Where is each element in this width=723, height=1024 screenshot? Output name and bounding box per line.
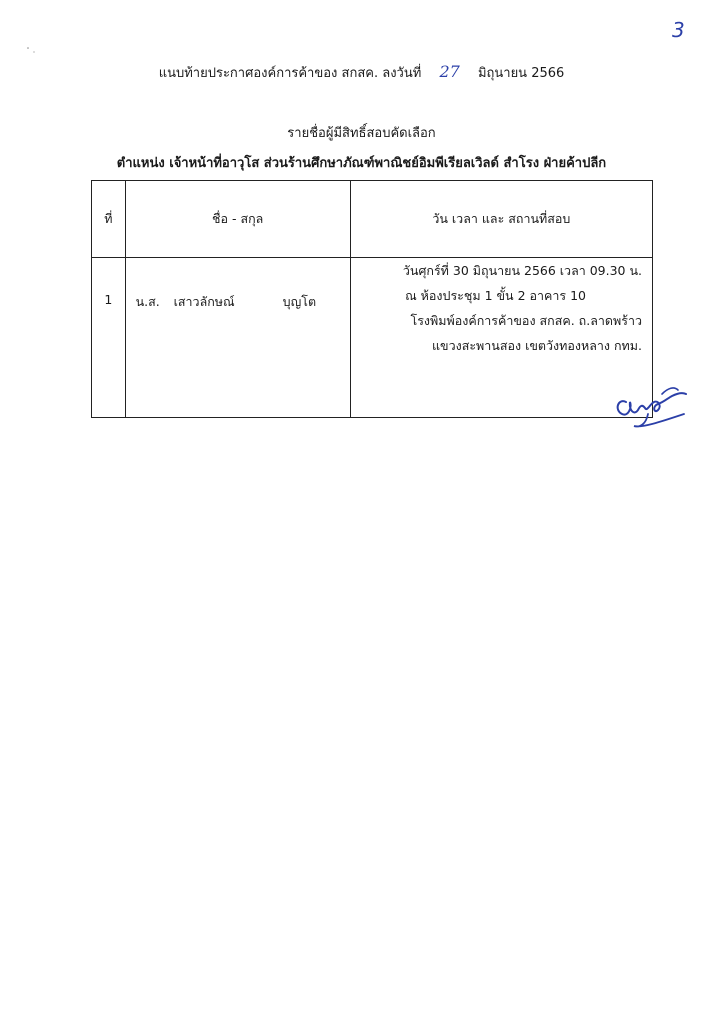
header-month-year: มิถุนายน 2566 bbox=[477, 66, 565, 81]
header-handwritten-day: 27 bbox=[439, 62, 460, 81]
row-detail-line: แขวงสะพานสอง เขตวังทองหลาง กทม. bbox=[431, 338, 642, 353]
handwritten-signature bbox=[612, 384, 692, 434]
scan-speck-marks bbox=[22, 30, 62, 60]
header-name: ชื่อ - สกุล bbox=[125, 181, 350, 258]
header-no: ที่ bbox=[92, 181, 126, 258]
row-detail-line: วันศุกร์ที่ 30 มิถุนายน 2566 เวลา 09.30 น. bbox=[402, 263, 642, 278]
header-detail: วัน เวลา และ สถานที่สอบ bbox=[350, 181, 652, 258]
page-number: 3 bbox=[672, 18, 685, 42]
row-name-title: น.ส. bbox=[135, 294, 160, 309]
row-detail-line: ณ ห้องประชุม 1 ขั้น 2 อาคาร 10 bbox=[405, 288, 586, 303]
row-no: 1 bbox=[92, 258, 126, 418]
row-detail-cell bbox=[350, 258, 652, 418]
row-detail-line: โรงพิมพ์องค์การค้าของ สกสค. ถ.ลาดพร้าว bbox=[410, 313, 642, 328]
row-last-name: บุญโต bbox=[282, 294, 317, 309]
table-row bbox=[92, 258, 653, 418]
list-title: รายชื่อผู้มีสิทธิ์สอบคัดเลือก bbox=[287, 126, 436, 141]
header-prefix: แนบท้ายประกาศองค์การค้าของ สกสค. ลงวันที่ bbox=[158, 66, 422, 81]
row-name-cell bbox=[125, 258, 350, 418]
position-title: ตำแหน่ง เจ้าหน้าที่อาวุโส ส่วนร้านศึกษาภัณฑ์พาณิชย์อิมพีเรียลเวิลด์ สำโรง ฝ่ายค้าปลีก bbox=[116, 156, 607, 171]
table-header-row bbox=[92, 181, 653, 258]
row-first-name: เสาวลักษณ์ bbox=[173, 294, 235, 309]
candidates-table bbox=[91, 180, 653, 418]
document-header bbox=[0, 62, 723, 83]
